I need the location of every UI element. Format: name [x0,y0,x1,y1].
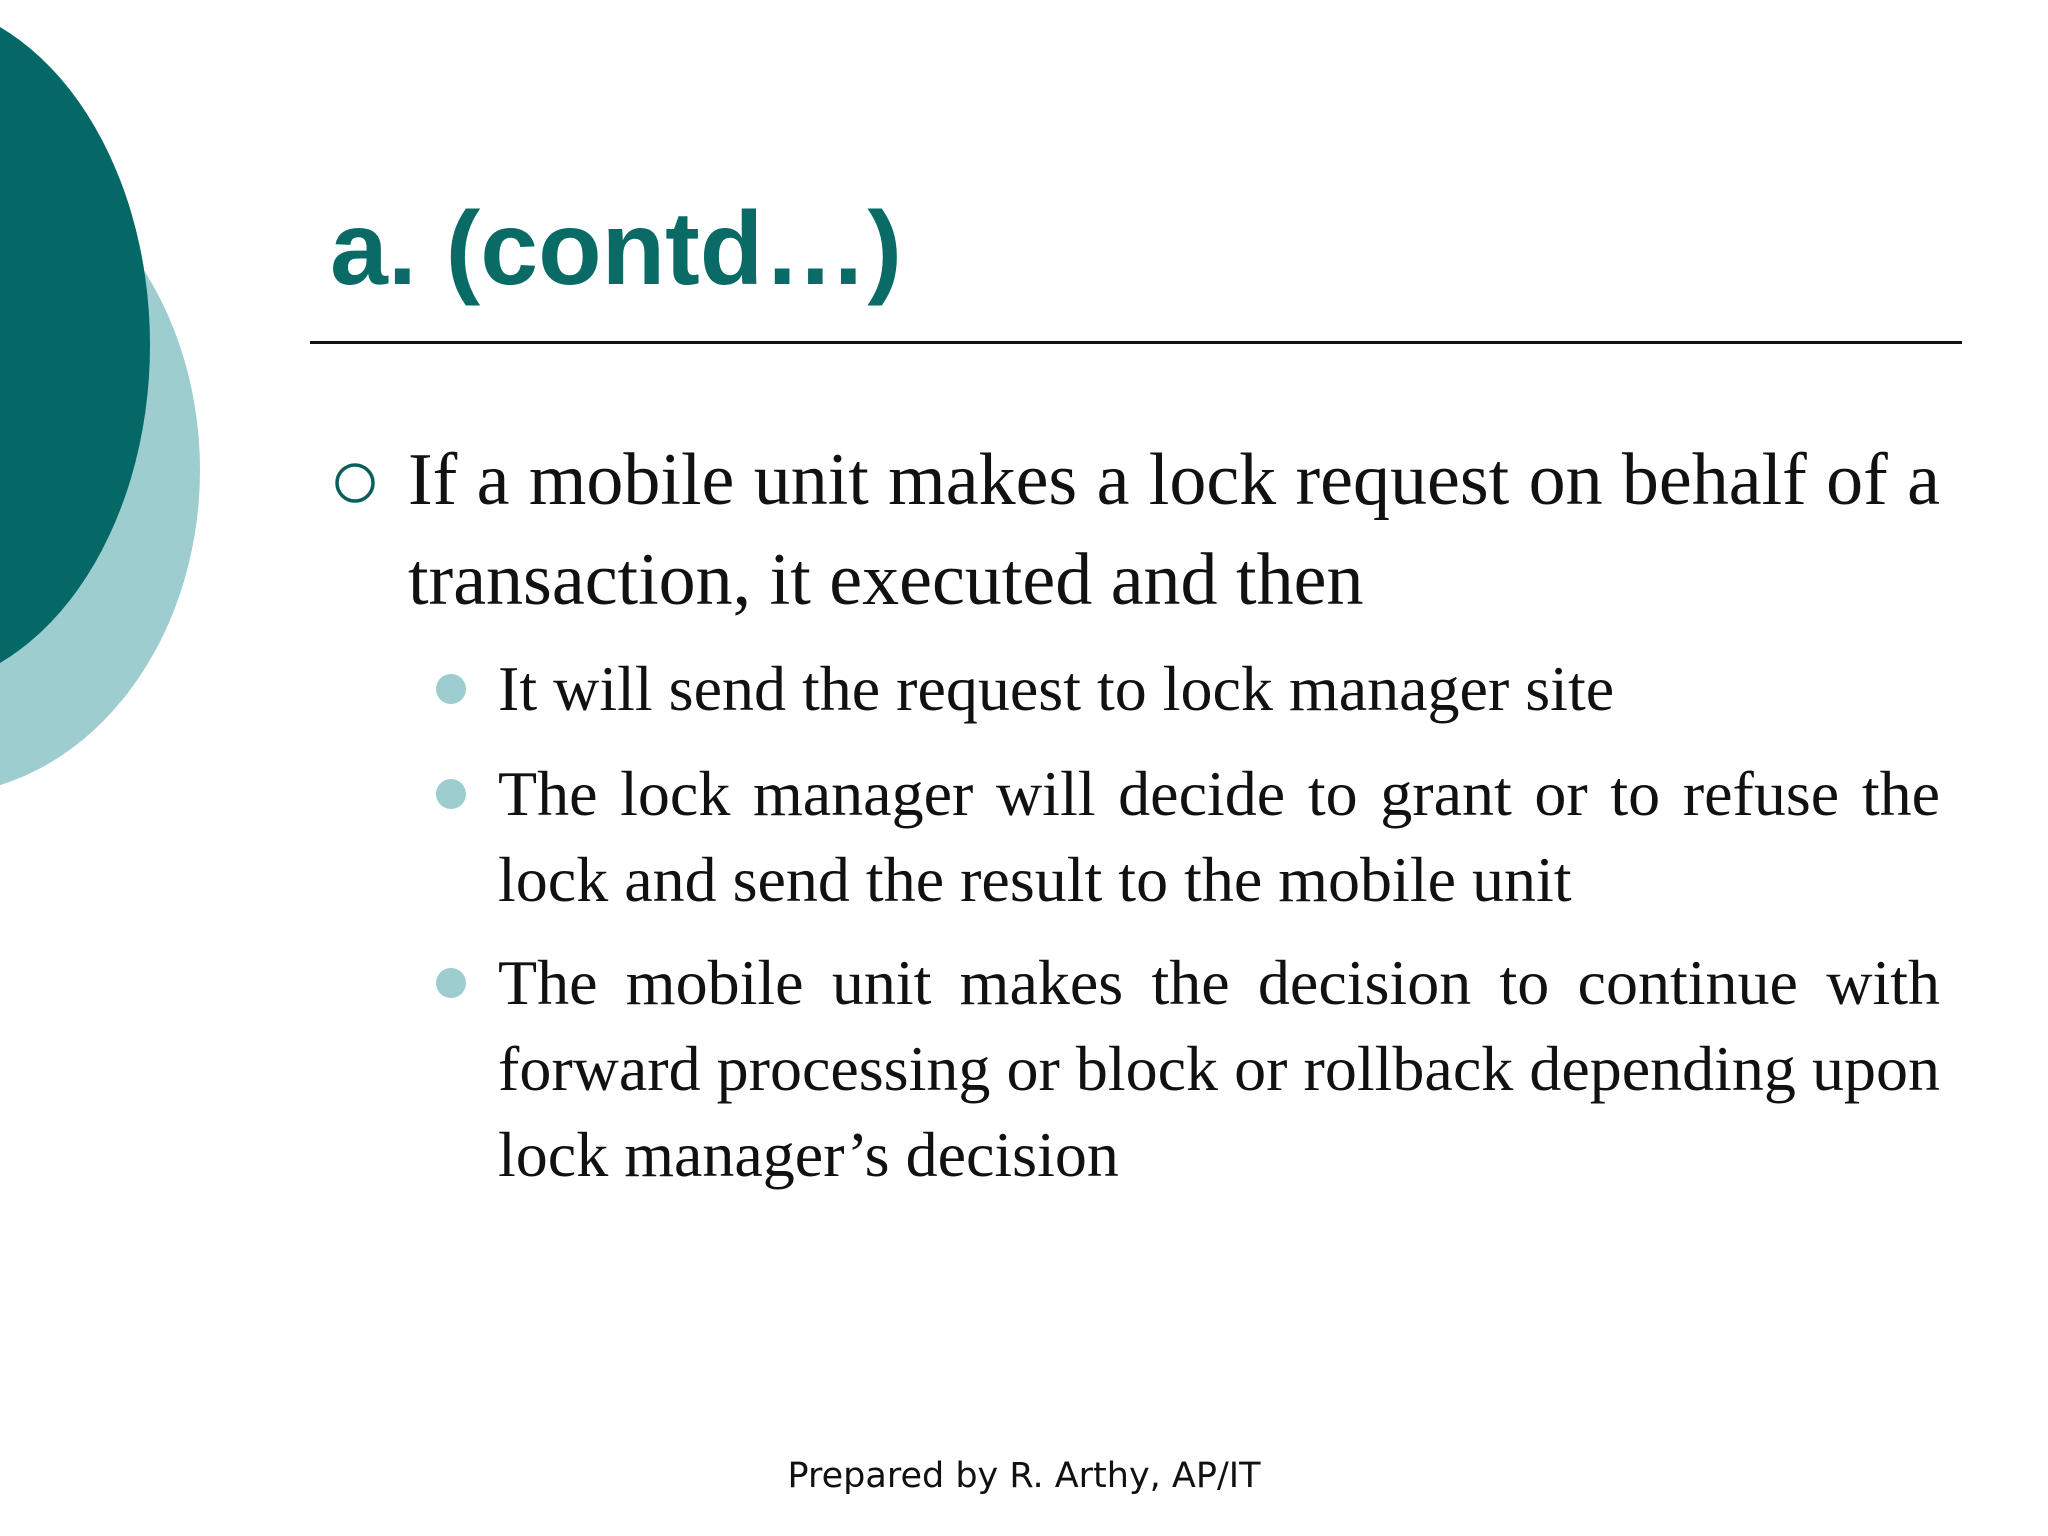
footer-credit: Prepared by R. Arthy, AP/IT [787,1456,1261,1496]
sub-bullet-dot-icon [436,968,466,998]
sub-bullet-dot-icon [436,779,466,809]
sub-bullet-dot-icon [436,674,466,704]
slide-title: a. (contd…) [330,191,902,307]
hollow-circle-bullet-icon [331,459,379,507]
sub-bullet-text: The lock manager will decide to grant or to refuse the lock and send the result to the mobile unit [498,758,1940,915]
main-bullet-text: If a mobile unit makes a lock request on behalf of a transaction, it executed and then [408,439,1940,621]
sub-bullet-text: The mobile unit makes the decision to continue with forward processing or block or rollback depending upon lock manager’s decision [498,947,1940,1190]
sub-bullet-text: It will send the request to lock manager site [498,653,1615,724]
title-divider [310,341,1962,344]
